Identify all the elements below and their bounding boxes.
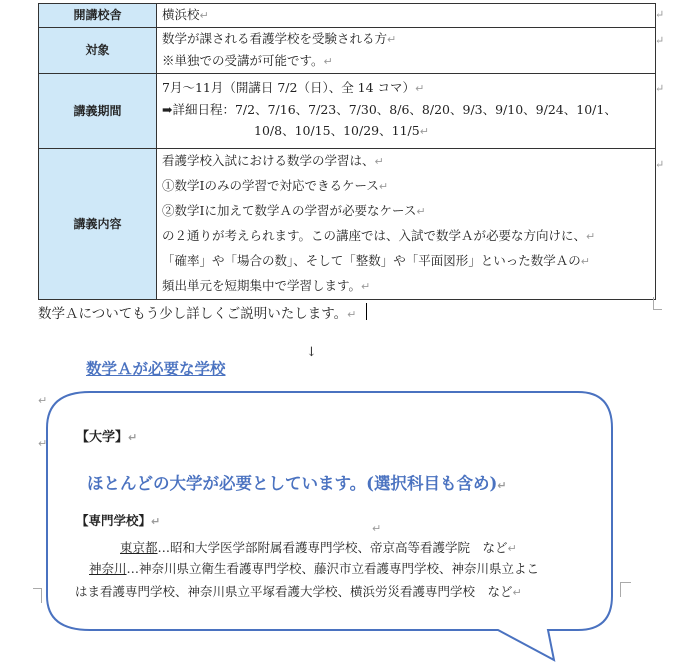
target-text: 数学が課される看護学校を受験される方 <box>162 31 388 46</box>
margin-corner-mark <box>620 582 631 597</box>
return-mark-icon: ↵ <box>151 515 161 528</box>
return-mark-icon: ↵ <box>38 437 48 450</box>
return-mark-icon: ↵ <box>580 255 590 268</box>
return-mark-icon: ↵ <box>199 9 209 22</box>
row-end-mark-icon: ↵ <box>655 158 665 171</box>
kanagawa-pref-label: 神奈川 <box>89 561 127 576</box>
campus-text: 横浜校 <box>162 7 200 22</box>
period-text: 7月～11月（開講日 7/2（日）、全 14 コマ） <box>162 80 416 95</box>
tokyo-schools-text: …昭和大学医学部附属看護専門学校、帝京高等看護学院 など <box>157 540 508 555</box>
kanagawa-schools-text: …神奈川県立衛生看護専門学校、藤沢市立看護専門学校、神奈川県立よこ <box>126 561 540 576</box>
schedule-text-cont: 10/8、10/15、10/29、11/5 <box>254 123 420 138</box>
return-mark-icon: ↵ <box>387 33 397 46</box>
paragraph-text: 数学Ａについてもう少し詳しくご説明いたします。 <box>38 306 348 322</box>
down-arrow-icon: ↓ <box>306 345 317 360</box>
tokyo-schools <box>120 538 517 556</box>
return-mark-icon: ↵ <box>419 125 429 138</box>
return-mark-icon: ↵ <box>347 308 357 321</box>
return-mark-icon: ↵ <box>586 230 596 243</box>
return-mark-icon: ↵ <box>507 542 517 555</box>
content-line: 「確率」や「場合の数」、そして「整数」や「平面図形」といった数学Ａの <box>162 253 581 268</box>
content-line: ①数学Ⅰのみの学習で対応できるケース <box>162 178 379 193</box>
row-header: 対象 <box>39 28 157 74</box>
return-mark-icon: ↵ <box>372 522 382 535</box>
return-mark-icon: ↵ <box>38 394 48 407</box>
schedule-text: ➡詳細日程：7/2、7/16、7/23、7/30、8/6、8/20、9/3、9/10、9/24、10/1、 <box>162 102 617 117</box>
university-label: 【大学】↵ <box>76 430 138 445</box>
return-mark-icon: ↵ <box>323 55 333 68</box>
target-note: ※単独での受講が可能です。 <box>162 53 324 68</box>
return-mark-icon: ↵ <box>374 155 384 168</box>
return-mark-icon: ↵ <box>512 586 522 599</box>
content-line: 看護学校入試における数学の学習は、 <box>162 153 375 168</box>
row-end-mark-icon: ↵ <box>655 82 665 95</box>
return-mark-icon: ↵ <box>497 479 507 492</box>
section-heading: 数学Ａが必要な学校 <box>86 360 226 378</box>
vocational-school-label: 【専門学校】↵ <box>76 513 161 528</box>
kanagawa-schools-text-cont: はま看護専門学校、神奈川県立平塚看護大学校、横浜労災看護専門学校 など <box>75 584 513 599</box>
row-header: 講義内容 <box>39 149 157 300</box>
return-mark-icon: ↵ <box>415 82 425 95</box>
return-mark-icon: ↵ <box>378 180 389 193</box>
row-end-mark-icon: ↵ <box>655 8 665 21</box>
content-line: 頻出単元を短期集中で学習します。 <box>162 278 362 293</box>
return-mark-icon: ↵ <box>361 280 371 293</box>
tokyo-pref-label: 東京都 <box>120 540 158 555</box>
row-header: 講義期間 <box>39 74 157 149</box>
content-line: ②数学Ⅰに加えて数学Ａの学習が必要なケース <box>162 203 417 218</box>
university-statement: ほとんどの大学が必要としています。(選択科目も含め)↵ <box>87 474 507 493</box>
row-header: 開講校舎 <box>39 4 157 28</box>
margin-corner-mark <box>33 588 42 603</box>
row-end-mark-icon: ↵ <box>655 34 665 47</box>
return-mark-icon: ↵ <box>128 431 138 444</box>
return-mark-icon: ↵ <box>416 205 426 218</box>
kanagawa-schools-cont <box>75 582 522 600</box>
kanagawa-schools <box>89 559 539 577</box>
content-line: の２通りが考えられます。この講座では、入試で数学Ａが必要な方向けに、 <box>162 228 587 243</box>
